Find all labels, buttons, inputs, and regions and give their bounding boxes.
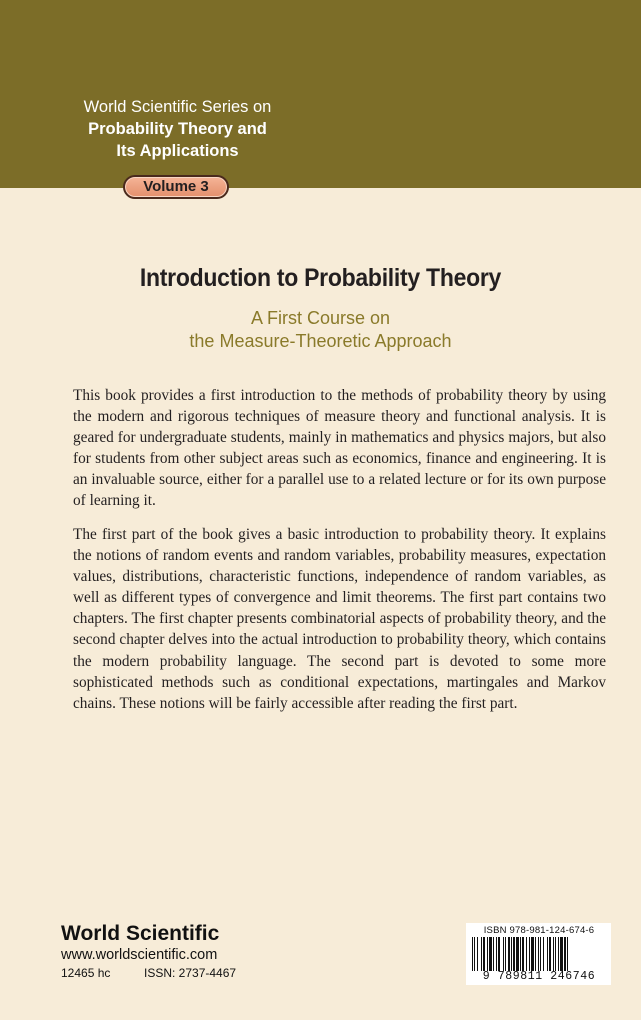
isbn-barcode: [466, 923, 611, 985]
series-title: [60, 96, 295, 162]
isbn-digits: 9 789811 246746: [482, 970, 596, 983]
series-line-1: World Scientific Series on: [83, 98, 272, 116]
isbn-label: ISBN 978-981-124-674-6: [483, 925, 595, 936]
subtitle-line-1: A First Course on: [250, 308, 391, 328]
book-title: Introduction to Probability Theory: [139, 264, 502, 292]
publisher-code: 12465 hc: [61, 966, 111, 980]
blurb-paragraph-1: This book provides a first introduction to the methods of probability theory by using the modern and rigorous techniques of measure theory and functional analysis. It is geared for undergraduate students, mainly in mathematics and physics majors, but also for students from other subject areas such as economics, finance and engineering. It is an invaluable source, either for a parallel use to a related lecture or for its own purpose of learning it.: [73, 387, 606, 510]
issn-number: ISSN: 2737-4467: [144, 966, 237, 980]
publisher-name: World Scientific: [61, 922, 220, 945]
subtitle-line-2: the Measure-Theoretic Approach: [189, 331, 452, 351]
volume-badge: Volume 3: [123, 175, 229, 199]
blurb-paragraph-2: The first part of the book gives a basic introduction to probability theory. It explains the notions of random events and random variables, probability measures, expectation values, distributions, characteristic functions, independence of random variables, as well as different types of convergence and limit theorems. The first part contains two chapters. The first chapter presents combinatorial aspects of probability theory, and the second chapter delves into the actual introduction to probability theory, which contains the modern probability language. The second part is devoted to some more sophisticated methods such as conditional expectations, martingales and Markov chains. These notions will be fairly accessible after reading the first part.: [73, 526, 606, 712]
series-line-3: Its Applications: [116, 142, 239, 160]
book-subtitle: [0, 307, 641, 353]
barcode-bars-icon: [472, 937, 605, 971]
series-line-2: Probability Theory and: [88, 120, 267, 138]
publisher-url: www.worldscientific.com: [61, 947, 218, 963]
